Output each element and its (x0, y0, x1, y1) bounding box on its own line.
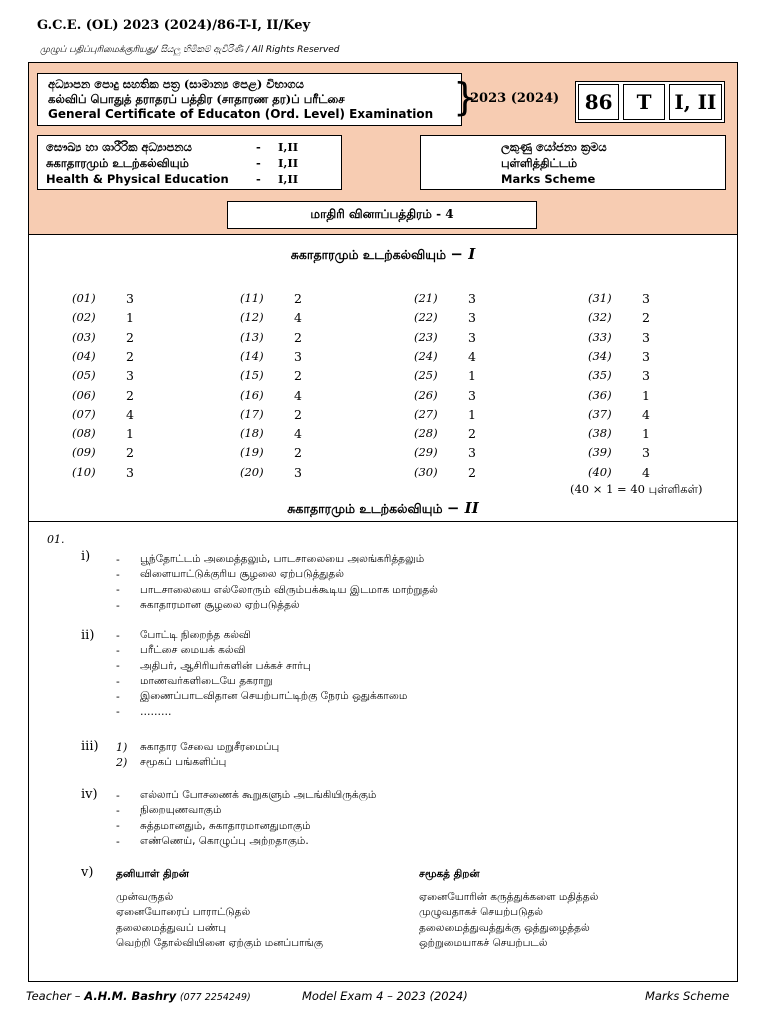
answer-row (240, 349, 314, 364)
question-number: (28) (414, 426, 438, 441)
answer-value: 4 (468, 348, 476, 364)
question-number: (20) (240, 464, 264, 479)
subject-dash: - (256, 172, 261, 186)
answer-row (588, 445, 662, 460)
marks-scheme-english: Marks Scheme (501, 172, 596, 186)
answer-row (414, 310, 488, 325)
answer-value: 3 (642, 348, 650, 364)
answer-row (414, 445, 488, 460)
question-number: (01) (72, 291, 96, 305)
answer-list-i (116, 552, 438, 613)
answer-row (414, 368, 488, 383)
list-item: வெற்றி தோல்வியினை ஏற்கும் மனப்பாங்கு (116, 936, 324, 949)
subject-parts: I,II (278, 140, 299, 154)
subject-parts: I,II (278, 172, 299, 186)
question-number: (18) (240, 426, 264, 441)
answer-value: 3 (468, 310, 476, 326)
question-number: (36) (588, 387, 612, 402)
answer-value: 2 (468, 426, 476, 442)
list-item: ஒற்றுமையாகச் செயற்படல் (419, 936, 548, 949)
question-number: (09) (72, 445, 96, 460)
question-number: (19) (240, 445, 264, 460)
answer-value: 3 (642, 368, 650, 384)
answer-row (414, 330, 488, 345)
list-item: 2) சமூகப் பங்களிப்பு (116, 756, 227, 770)
question-number: (38) (588, 426, 612, 441)
answer-row (588, 388, 662, 403)
answer-list-ii (116, 628, 407, 720)
question-number: (14) (240, 348, 264, 363)
medium-code: T (623, 84, 664, 120)
answer-value: 1 (126, 426, 134, 442)
subject-name: Health & Physical Education (46, 172, 229, 186)
answer-row (240, 330, 314, 345)
answer-row (72, 368, 146, 383)
answer-row (414, 407, 488, 422)
list-item: தலைமைத்துவத்துக்கு ஒத்துழைத்தல் (419, 921, 590, 934)
question-number: (25) (414, 368, 438, 383)
question-number: 01. (47, 533, 65, 546)
question-number: (40) (588, 464, 612, 479)
social-skills-heading: சமூகத் திறன் (419, 868, 480, 880)
list-item: ஏனையோரைப் பாராட்டுதல் (116, 906, 251, 919)
answer-value: 2 (126, 329, 134, 345)
question-number: (32) (588, 310, 612, 325)
answer-value: 4 (294, 426, 302, 442)
list-item: - எல்லாப் போசணைக் கூறுகளும் அடங்கியிருக்கும் (116, 789, 377, 802)
personal-skills-heading: தனியாள் திறன் (116, 868, 189, 880)
list-item: முழுவதாகச் செயற்படுதல் (419, 906, 543, 919)
page-frame (28, 62, 738, 982)
answer-value: 4 (126, 406, 134, 422)
question-number: (11) (240, 291, 264, 305)
teacher-phone: (077 2254249) (179, 992, 251, 1003)
footer-exam-name: Model Exam 4 – 2023 (2024) (302, 989, 468, 1003)
part1-title (29, 245, 737, 264)
answer-row (72, 465, 146, 480)
copyright-notice: முழுப் பதிப்புரிமைக்குரியது/ සියලු හිමිකම් ඇවිරිණි / All Rights Reserved (40, 45, 340, 55)
list-item: முன்வருதல் (116, 891, 174, 903)
part2-divider (29, 521, 737, 522)
answer-row (414, 426, 488, 441)
answer-value: 3 (468, 445, 476, 461)
question-number: (22) (414, 310, 438, 325)
answer-row (72, 349, 146, 364)
marks-total-note: (40 × 1 = 40 புள்ளிகள்) (570, 482, 703, 496)
answer-row (240, 388, 314, 403)
answer-value: 3 (294, 464, 302, 480)
answer-row (240, 310, 314, 325)
exam-year: 2023 (2024) (470, 91, 560, 106)
question-number: (34) (588, 348, 612, 363)
question-number: (39) (588, 445, 612, 460)
answer-value: 3 (642, 329, 650, 345)
question-number: (37) (588, 406, 612, 421)
answer-value: 2 (126, 445, 134, 461)
answer-value: 3 (126, 291, 134, 306)
exam-title-english: General Certificate of Educaton (Ord. Level) Examination (48, 107, 434, 121)
part2-title-text: சுகாதாரமும் உடற்கல்வியும் (287, 501, 447, 516)
answer-row (240, 445, 314, 460)
question-number: (21) (414, 291, 438, 305)
answer-row (414, 291, 488, 306)
answer-value: 4 (642, 406, 650, 422)
list-item: 1) சுகாதார சேவை மறுசீரமைப்பு (116, 741, 280, 755)
part2-title (29, 499, 737, 518)
question-number: (02) (72, 310, 96, 325)
list-item: - சுகாதாரமான சூழலை ஏற்படுத்தல் (116, 599, 300, 612)
list-item: - இணைப்பாடவிதான செயற்பாட்டிற்கு நேரம் ஒதுக்காமை (116, 690, 408, 703)
answer-row (72, 330, 146, 345)
list-item: - விளையாட்டுக்குரிய சூழலை ஏற்படுத்துதல் (116, 568, 344, 581)
footer-doc-type: Marks Scheme (645, 989, 730, 1003)
question-number: (31) (588, 291, 612, 305)
answer-value: 3 (126, 368, 134, 384)
answer-row (414, 349, 488, 364)
exam-title-tamil: கல்விப் பொதுத் தராதரப் பத்திர (சாதாரண தர)ப் பரீட்சை (48, 92, 345, 106)
list-item: - ……… (116, 706, 172, 719)
question-number: (06) (72, 387, 96, 402)
list-item: - பூந்தோட்டம் அமைத்தலும், பாடசாலையை அலங்கரித்தலும் (116, 553, 425, 566)
question-number: (05) (72, 368, 96, 383)
answer-value: 3 (468, 291, 476, 306)
part1-title-text: சுகாதாரமும் உடற்கல்வியும் (290, 247, 451, 262)
model-paper-title: மாதிரி வினாப்பத்திரம் - 4 (227, 201, 537, 229)
subject-row-sinhala (46, 139, 333, 155)
answer-list-iii (116, 740, 279, 771)
question-number: (16) (240, 387, 264, 402)
answer-value: 2 (468, 464, 476, 480)
document-reference: G.C.E. (OL) 2023 (2024)/86-T-I, II/Key (37, 18, 311, 33)
question-number: (03) (72, 329, 96, 344)
question-number: (26) (414, 387, 438, 402)
list-item: - போட்டி நிறைந்த கல்வி (116, 629, 251, 642)
answer-value: 2 (642, 310, 650, 326)
answer-value: 1 (126, 310, 134, 326)
question-number: (17) (240, 406, 264, 421)
marks-scheme-tamil: புள்ளித்திட்டம் (501, 156, 578, 170)
subquestion-label-iv: iv) (81, 787, 98, 802)
answer-row (240, 291, 314, 306)
list-item: - நிறையுணவாகும் (116, 804, 222, 817)
part1-roman: − I (450, 245, 476, 263)
subquestion-label-iii: iii) (81, 739, 99, 754)
subquestion-label-ii: ii) (81, 628, 95, 643)
answer-value: 4 (294, 387, 302, 403)
answer-value: 2 (294, 445, 302, 461)
answer-list-iv (116, 788, 376, 849)
marks-scheme-sinhala: ලකුණු යෝජනා ක්‍රමය (501, 140, 607, 154)
answer-value: 1 (468, 368, 476, 384)
question-number: (12) (240, 310, 264, 325)
answer-value: 3 (468, 387, 476, 403)
answer-value: 4 (294, 310, 302, 326)
marks-scheme-box (420, 135, 726, 190)
list-item: - அதிபர், ஆசிரியர்களின் பக்கச் சார்பு (116, 659, 311, 673)
list-item: - மாணவர்களிடையே தகராறு (116, 675, 273, 688)
subquestion-label-v: v) (81, 865, 94, 880)
question-number: (15) (240, 368, 264, 383)
list-item: ஏனையோரின் கருத்துக்களை மதித்தல் (419, 891, 599, 903)
list-item: தலைமைத்துவப் பண்பு (116, 921, 227, 934)
answer-value: 1 (642, 387, 650, 403)
answer-value: 2 (294, 368, 302, 384)
answer-value: 3 (642, 445, 650, 461)
answer-value: 3 (468, 329, 476, 345)
answer-value: 1 (642, 426, 650, 442)
answer-value: 2 (294, 406, 302, 422)
part2-roman: − II (446, 499, 479, 517)
subject-parts: I,II (278, 156, 299, 170)
answer-value: 2 (126, 348, 134, 364)
subject-code: 86 (578, 84, 619, 120)
answer-row (588, 368, 662, 383)
brace-symbol: } (453, 75, 478, 119)
subject-name: சுகாதாரமும் உடற்கல்வியும் (46, 156, 189, 170)
question-number: (08) (72, 426, 96, 441)
answer-row (240, 465, 314, 480)
list-item: - சுத்தமானதும், சுகாதாரமானதுமாகும் (116, 819, 311, 833)
teacher-prefix: Teacher – (26, 989, 85, 1003)
question-number: (33) (588, 329, 612, 344)
question-number: (27) (414, 406, 438, 421)
answer-row (72, 388, 146, 403)
paper-parts: I, II (669, 84, 722, 120)
subject-dash: - (256, 156, 261, 170)
question-number: (10) (72, 464, 96, 479)
answer-row (72, 310, 146, 325)
answer-row (240, 368, 314, 383)
answer-row (588, 291, 662, 306)
question-number: (23) (414, 329, 438, 344)
answer-value: 2 (126, 387, 134, 403)
answer-value: 2 (294, 329, 302, 345)
list-item: - பரீட்சை மையக் கல்வி (116, 644, 246, 657)
answer-row (588, 465, 662, 480)
question-number: (13) (240, 329, 264, 344)
subject-dash: - (256, 140, 261, 154)
question-number: (30) (414, 464, 438, 479)
exam-title-sinhala: අධ්‍යාපන පොදු සහතික පත්‍ර (සාමාන්‍ය පෙළ) විභාගය (48, 77, 304, 91)
paper-code-box (575, 81, 725, 123)
answer-row (72, 426, 146, 441)
answer-row (414, 465, 488, 480)
header-band (29, 63, 737, 235)
subject-row-english (46, 171, 333, 187)
social-skills-list (419, 891, 598, 952)
subject-box (37, 135, 342, 190)
answer-row (240, 407, 314, 422)
personal-skills-list (116, 891, 323, 952)
subject-row-tamil (46, 155, 333, 171)
answer-row (588, 310, 662, 325)
answer-row (240, 426, 314, 441)
question-number: (04) (72, 348, 96, 363)
question-number: (07) (72, 406, 96, 421)
question-number: (24) (414, 348, 438, 363)
answer-value: 2 (294, 291, 302, 306)
answer-row (588, 330, 662, 345)
question-number: (29) (414, 445, 438, 460)
answer-row (414, 388, 488, 403)
list-item: - பாடசாலையை எல்லோரும் விரும்பக்கூடிய இடமாக மாற்றுதல் (116, 583, 438, 597)
answer-value: 3 (126, 464, 134, 480)
answer-value: 3 (294, 348, 302, 364)
answer-row (72, 291, 146, 306)
teacher-name: A.H.M. Bashry (84, 989, 177, 1003)
list-item: - எண்ணெய், கொழுப்பு அற்றதாகும். (116, 835, 309, 848)
answer-row (72, 445, 146, 460)
answer-row (588, 407, 662, 422)
subquestion-label-i: i) (81, 549, 91, 564)
answer-value: 1 (468, 406, 476, 422)
answer-row (588, 349, 662, 364)
footer-teacher (26, 989, 251, 1003)
answer-row (588, 426, 662, 441)
answer-row (72, 407, 146, 422)
exam-title-box (37, 73, 462, 126)
answer-value: 3 (642, 291, 650, 306)
answer-value: 4 (642, 464, 650, 480)
question-number: (35) (588, 368, 612, 383)
subject-name: සෞඛ්‍ය හා ශාරීරික අධ්‍යාපනය (46, 140, 192, 154)
